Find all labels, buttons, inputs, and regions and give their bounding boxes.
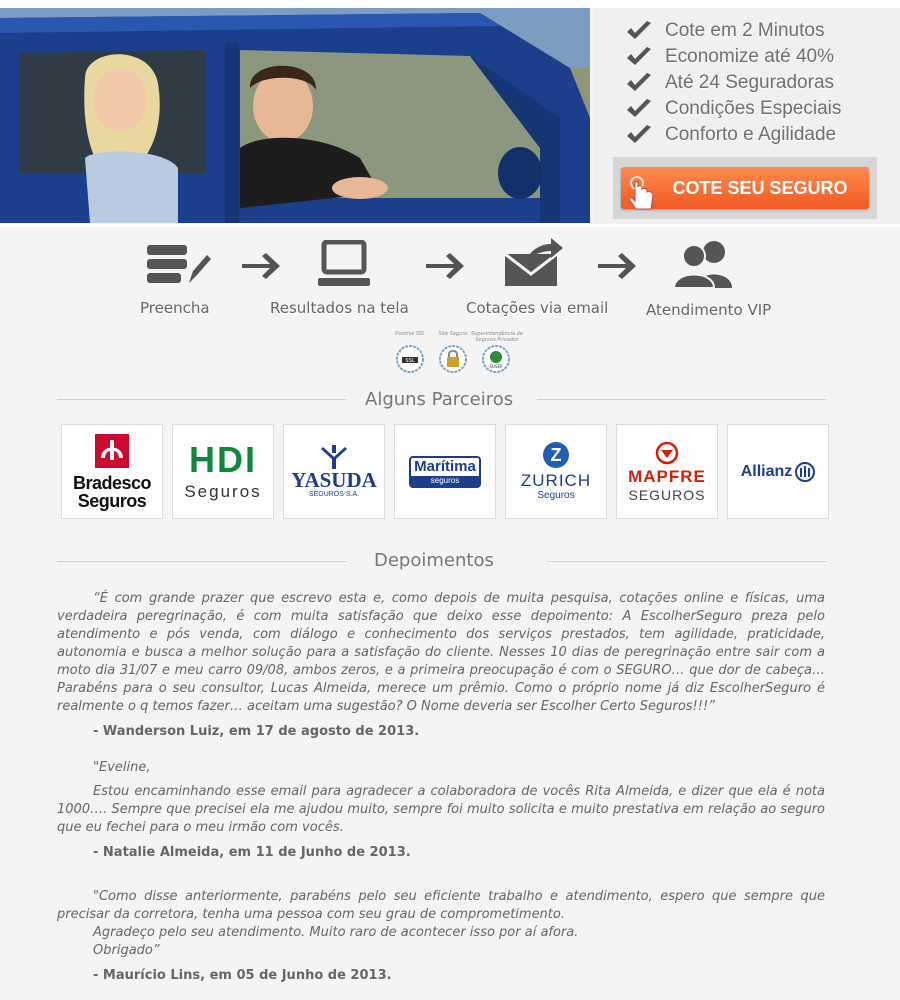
checkmark-icon xyxy=(625,98,653,120)
hdi-name: HDI xyxy=(189,438,257,480)
partners-title: Alguns Parceiros xyxy=(365,389,514,410)
testimonial-text xyxy=(57,888,825,960)
hdi-sub: Seguros xyxy=(184,481,262,501)
partner-logo-maritima[interactable] xyxy=(394,424,496,519)
pointer-hand-icon xyxy=(627,175,657,211)
partner-logo-allianz[interactable] xyxy=(727,424,829,519)
yasuda-emblem-icon xyxy=(319,445,349,469)
step-label-atendimento: Atendimento VIP xyxy=(646,301,772,319)
cta-container xyxy=(613,157,877,219)
partner-logo-yasuda[interactable] xyxy=(283,424,385,519)
zurich-name: ZURICH xyxy=(520,471,592,490)
benefit-item xyxy=(625,96,841,122)
allianz-emblem-icon xyxy=(795,462,815,482)
maritima-sub: seguros xyxy=(411,476,479,486)
arrow-right-icon xyxy=(424,252,466,280)
step-label-resultados: Resultados na tela xyxy=(270,299,409,317)
section-divider xyxy=(57,561,347,562)
seal-caption: Site Seguro xyxy=(438,331,468,337)
testimonial-text xyxy=(57,590,825,716)
benefit-label: Cote em 2 Minutos xyxy=(665,20,825,41)
bradesco-emblem-icon xyxy=(95,434,129,468)
susep-seal-icon[interactable] xyxy=(482,344,510,374)
testimonial-text xyxy=(57,759,825,837)
maritima-name: Marítima xyxy=(414,457,476,475)
benefit-item xyxy=(625,122,836,148)
ssl-seal-icon[interactable] xyxy=(396,344,424,374)
step-label-preencha: Preencha xyxy=(140,299,210,317)
testimonial-author: - Maurício Lins, em 05 de Junho de 2013. xyxy=(93,968,392,983)
zurich-sub: Seguros xyxy=(537,490,575,501)
allianz-name: Allianz xyxy=(740,462,793,480)
seal-caption: Positive SSL xyxy=(395,331,425,337)
ssl-seal-text: SSL xyxy=(405,358,415,364)
form-edit-icon xyxy=(145,243,211,289)
cote-seu-seguro-button[interactable] xyxy=(621,167,869,209)
checkmark-icon xyxy=(625,46,653,68)
step-label-cotacoes: Cotações via email xyxy=(466,299,609,317)
partner-logo-mapfre[interactable] xyxy=(616,424,718,519)
bradesco-name: Bradesco xyxy=(72,472,152,493)
hero-illustration xyxy=(0,8,590,223)
partner-logo-zurich[interactable] xyxy=(505,424,607,519)
section-divider xyxy=(537,399,827,400)
top-border xyxy=(0,0,900,8)
bradesco-sub: Seguros xyxy=(77,490,147,511)
yasuda-name: YASUDA xyxy=(291,468,377,492)
computer-screen-icon xyxy=(318,240,370,288)
testimonial-author: - Wanderson Luiz, em 17 de agosto de 2013. xyxy=(93,724,420,739)
testimonial-paragraph: "Como disse anteriormente, parabéns pelo seu eficiente trabalho e atendimento, espero que sempre que precisar da corretora, tenha uma pessoa com seu grau de comprometimento. xyxy=(57,889,825,922)
benefit-item xyxy=(625,70,834,96)
arrow-right-icon xyxy=(240,252,282,280)
email-envelope-icon xyxy=(503,236,565,288)
zurich-emblem: Z xyxy=(543,442,569,468)
benefit-label: Economize até 40% xyxy=(665,46,834,67)
padlock-seal-icon[interactable] xyxy=(439,344,467,374)
mapfre-sub: SEGUROS xyxy=(628,486,706,503)
benefit-item xyxy=(625,18,824,44)
benefit-item xyxy=(625,44,834,70)
benefit-label: Conforto e Agilidade xyxy=(665,124,837,145)
hero-image xyxy=(0,8,590,223)
testimonial-author: - Natalie Almeida, em 11 de Junho de 2013. xyxy=(93,845,411,860)
testimonials-title: Depoimentos xyxy=(374,550,494,571)
section-divider xyxy=(57,399,347,400)
cta-label: COTE SEU SEGURO xyxy=(672,177,848,198)
benefit-label: Condições Especiais xyxy=(665,98,842,119)
susep-seal-text: SUSEP xyxy=(489,364,503,369)
benefit-label: Até 24 Seguradoras xyxy=(665,72,835,93)
testimonial-paragraph: Agradeço pelo seu atendimento. Muito raro de acontecer isso por aí afora. xyxy=(93,925,579,940)
partner-logo-bradesco[interactable] xyxy=(61,424,163,519)
testimonial-paragraph: “É com grande prazer que escrevo esta e, como depois de muita pesquisa, cotações online e físicas, uma verdadeira peregrinação, é com muita satisfação que deixo esse depoimento: A EscolherSeguro preza pelo atendimento e pós venda, com diálogo e conhecimento dos serviços prestados, tem agilidade, praticidade, autonomia e busca a melhor solução para a satisfação do cliente. Nesses 10 dias de peregrinação entre sair com a moto dia 31/07 e meu carro 09/08, ambos zeros, e a primeira preocupação é com o SEGURO… que dor de cabeça… Parabéns para o seu consultor, Lucas Almeida, merece um prêmio. Como o próprio nome já diz EscolherSeguro é realmente o q temos fazer… aceitam uma sugestão? O Nome deveria ser Escolher Certo Seguros!!!” xyxy=(57,591,825,714)
testimonial-paragraph: Estou encaminhando esse email para agradecer a colaboradora de vocês Rita Almeida, e dizer que ela é nota 1000…. Sempre que precisei ela me ajudou muito, sempre foi muito solicita e muito prestativa em relação ao seguro que eu fechei para o meu irmão com vocês. xyxy=(57,784,825,835)
checkmark-icon xyxy=(625,20,653,42)
partner-logo-hdi[interactable] xyxy=(172,424,274,519)
checkmark-icon xyxy=(625,72,653,94)
maritima-box xyxy=(409,456,481,488)
section-divider xyxy=(547,561,827,562)
vip-users-icon xyxy=(672,240,738,288)
yasuda-sub: SEGUROS S.A. xyxy=(308,491,360,498)
arrow-right-icon xyxy=(596,252,638,280)
testimonial-paragraph: "Eveline, xyxy=(93,760,151,775)
seal-caption: Superintendência de Seguros Privados xyxy=(471,331,523,343)
mapfre-emblem-icon xyxy=(655,441,679,465)
hero-divider xyxy=(0,224,900,227)
checkmark-icon xyxy=(625,124,653,146)
testimonial-paragraph: Obrigado” xyxy=(93,943,160,958)
mapfre-name: MAPFRE xyxy=(628,466,706,486)
